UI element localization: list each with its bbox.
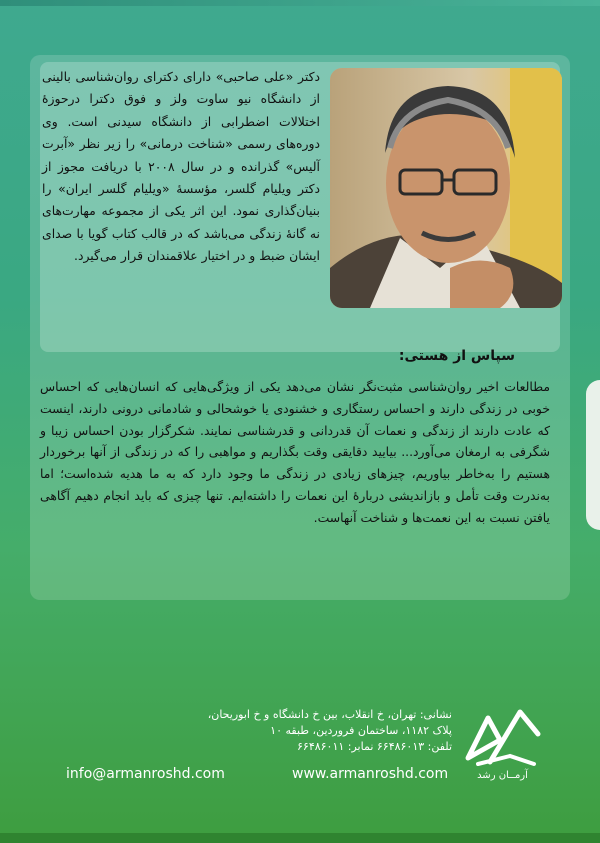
author-photo xyxy=(330,68,562,308)
top-stripe xyxy=(0,0,600,6)
address-line-1: نشانی: تهران، خ انقلاب، بین خ دانشگاه و خ ابوریحان، xyxy=(207,708,452,721)
address-block xyxy=(100,707,452,755)
bottom-band xyxy=(0,833,600,843)
author-portrait-illustration xyxy=(330,68,562,308)
author-bio: دکتر «علی صاحبی» دارای دکترای روان‌شناسی بالینی از دانشگاه نیو ساوت ولز و فوق دکترا درحوزۀ اختلالات اضطرابی از دانشگاه سیدنی است. وی دوره‌های رسمی «شناخت درمانی» را زیر نظر «آبرت آلیس» گذرانده و در سال ۲۰۰۸ با دریافت مجوز از دکتر ویلیام گلسر، مؤسسۀ «ویلیام گلسر ایران» را بنیان‌گذاری نمود. این اثر یکی از مجموعه مهارت‌های نه گانۀ زندگی می‌باشد که در قالب کتاب گویا با صدای ایشان ضبط و در اختیار علاقمندان قرار می‌گیرد. xyxy=(42,69,320,264)
publisher-logo-label: آرمــان رشد xyxy=(477,770,528,781)
address-line-2: پلاک ۱۱۸۲، ساختمان فروردین، طبقه ۱۰ xyxy=(270,724,452,737)
spine-notch xyxy=(586,380,600,530)
phone-fax-line: تلفن: ۶۶۴۸۶۰۱۳ نمابر: ۶۶۴۸۶۰۱۱ xyxy=(297,740,452,753)
publisher-logo-icon xyxy=(460,700,545,780)
website-link[interactable]: www.armanroshd.com xyxy=(292,766,449,782)
section-title: سپاس از هستی: xyxy=(398,348,515,364)
email-link[interactable]: info@armanroshd.com xyxy=(66,766,225,782)
section-body: مطالعات اخیر روان‌شناسی مثبت‌نگر نشان می‌دهد یکی از ویژگی‌هایی که انسان‌هایی که احساس خوبی در زندگی دارند و احساس رستگاری و خشنودی یا خوشحالی و شادمانی درونی دارند، اینست که عادت دارند از زندگی و نعمات آن قدردانی و قدرشناسی نمایند. شکرگزار بودن احساس زیبا و شگرفی به ارمغان می‌آورد... بیایید دقایقی وقت بگذاریم و مواهبی را که در زندگی از آنها برخوردار هستیم را به‌خاطر بیاوریم، چیزهای زیادی در زندگی ما وجود دارد که به ما هدیه شده‌است؛ اما به‌ندرت وقت تأمل و بازاندیشی دربارۀ این نعمات را داشته‌ایم. تنها چیزی که باید انجام دهیم آگاهی یافتن نسبت به این نعمت‌ها و شناخت آنهاست. xyxy=(40,379,550,525)
